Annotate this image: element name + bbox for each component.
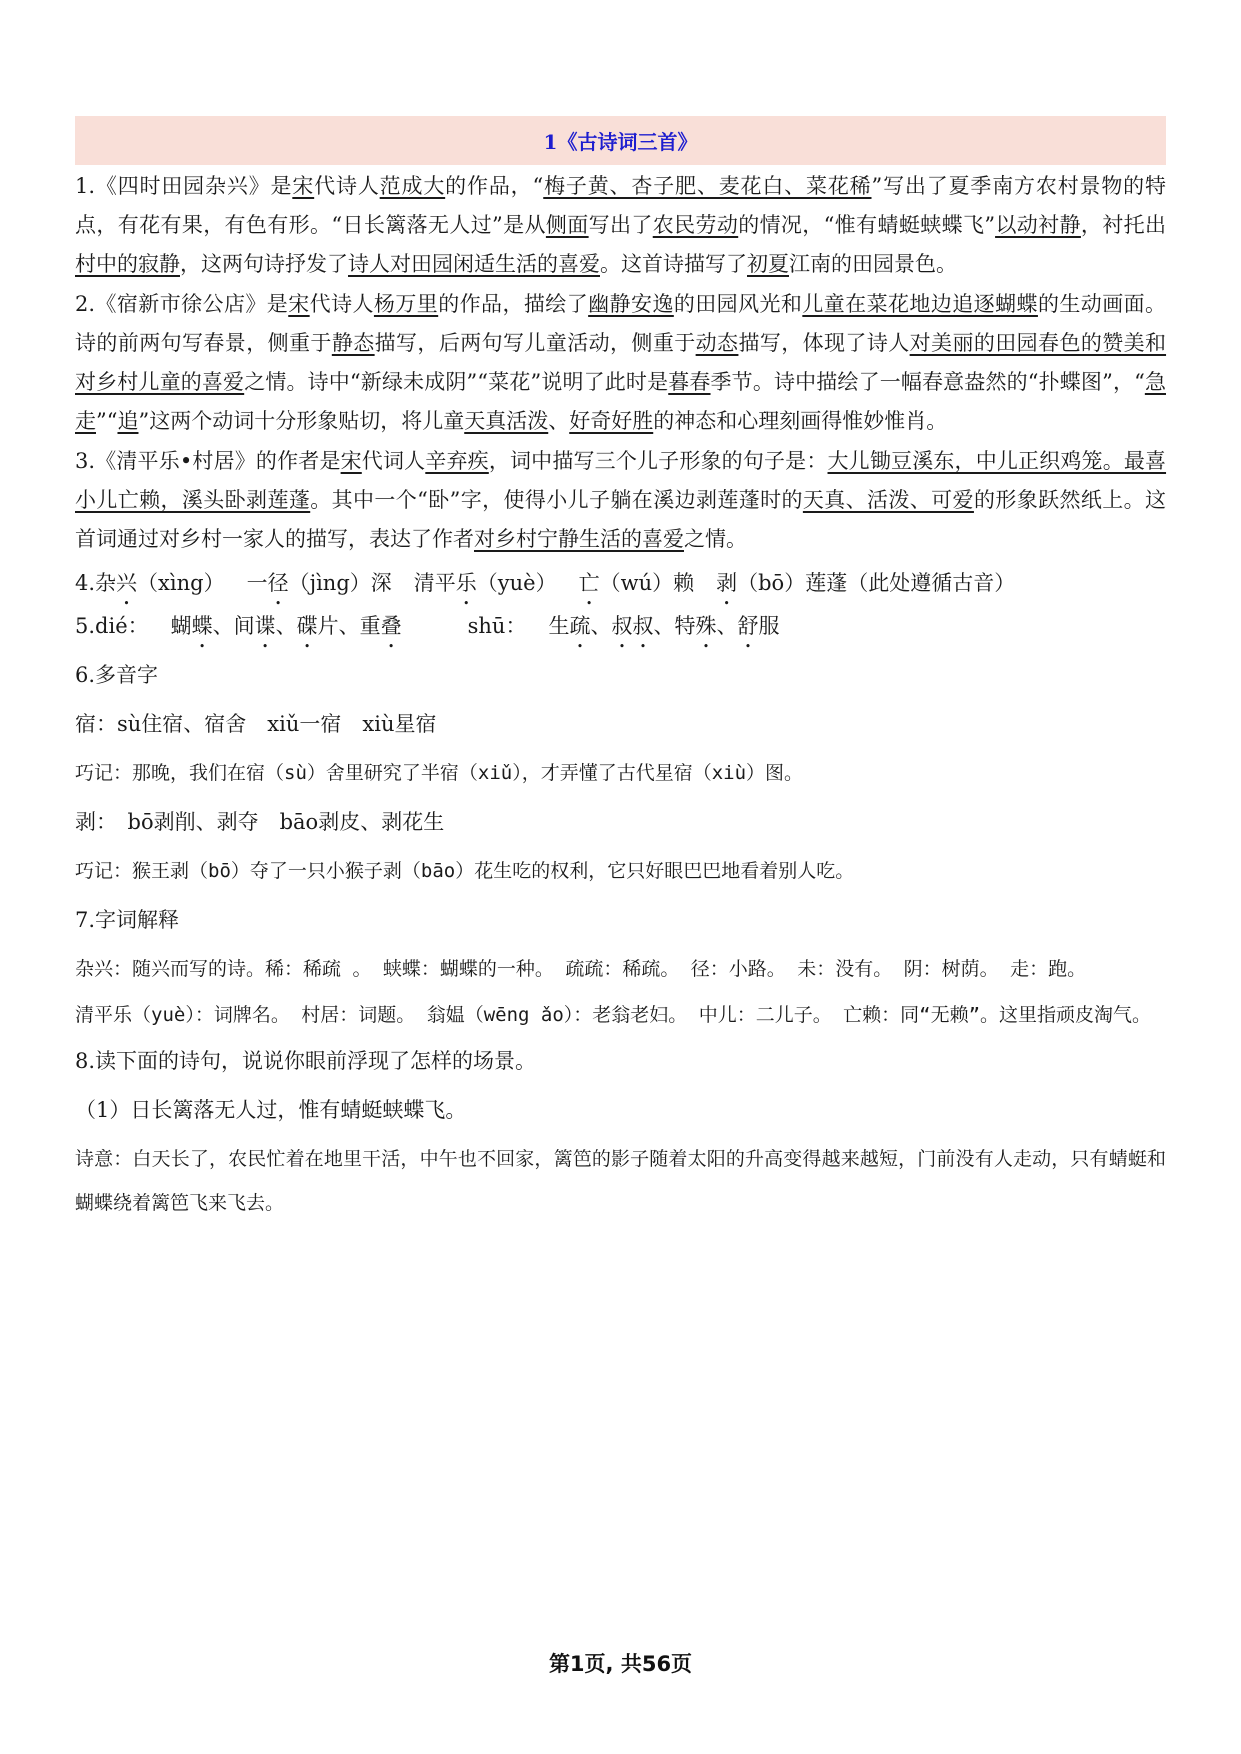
text: 的作品，描绘了: [438, 292, 589, 316]
page-number: 第1页, 共56页: [548, 1652, 693, 1676]
text: 的形象跃然纸上。这首词通过对乡村一家人的描写，表达了作者: [75, 488, 1166, 551]
text: 、: [590, 614, 612, 638]
text: 、: [716, 614, 738, 638]
text: 、: [548, 409, 570, 433]
text: （wú）赖: [599, 571, 695, 595]
text: 清平: [413, 571, 456, 595]
text: 代诗人: [314, 174, 380, 198]
text: 的情况，“惟有蜻蜓蛱蝶飞”: [738, 213, 996, 237]
paragraph-1: [75, 167, 1166, 284]
text: 之情。诗中“新绿未成阴”“菜花”说明了此时是: [244, 370, 669, 394]
text: ，这两句诗抒发了: [180, 252, 348, 276]
text: 之情。: [684, 527, 747, 551]
memory-tip-1: 巧记：那晚，我们在宿（sù）舍里研究了半宿（xiǔ），才弄懂了古代星宿（xiù）图。: [75, 762, 804, 784]
text: 代词人: [361, 449, 426, 473]
text: 蝴: [170, 614, 192, 638]
text: 代诗人: [309, 292, 374, 316]
text: 片、重: [317, 614, 381, 638]
text: 写出了: [588, 213, 653, 237]
question-8-1: （1）日长篱落无人过，惟有蜻蜓蛱蝶飞。: [75, 1098, 467, 1122]
answer: 追: [117, 409, 139, 433]
text: ”“: [96, 409, 118, 433]
text: 1.《四时田园杂兴》是: [75, 174, 293, 198]
paragraph-3: [75, 442, 1166, 559]
dotted-char: 剥: [716, 571, 738, 595]
heading-polyphone: 6.多音字: [75, 663, 159, 687]
text: ，词中描写三个儿子形象的句子是：: [488, 449, 828, 473]
answer: 天真、活泼、可爱: [802, 488, 974, 512]
answer: 宋: [292, 174, 315, 198]
text: 2.《宿新市徐公店》是: [75, 292, 289, 316]
dotted-char: 兴: [116, 571, 138, 595]
section-title: 1《古诗词三首》: [543, 130, 698, 154]
answer: 宋: [340, 449, 362, 473]
text: 5.dié：: [75, 614, 149, 638]
dotted-char: 疏: [569, 614, 591, 638]
dotted-char: 径: [267, 571, 289, 595]
pinyin-line-5: [75, 602, 1166, 651]
answer: 农民劳动: [652, 213, 739, 237]
text: 江南的田园景色。: [789, 252, 957, 276]
text: 4.杂: [75, 571, 117, 595]
text: （jìng）深: [288, 571, 392, 595]
text: 3.《清平乐•村居》的作者是: [75, 449, 341, 473]
poem-meaning: 诗意：白天长了，农民忙着在地里干活，中午也不回家，篱笆的影子随着太阳的升高变得越来越短，门前没有人走动，只有蜻蜓和蝴蝶绕着篱笆飞来飞去。: [75, 1148, 1166, 1214]
section-title-bar: [75, 116, 1166, 165]
word-explanation-2: 清平乐（yuè）：词牌名。 村居：词题。 翁媪（wēng ǎo）：老翁老妇。 中儿：二儿子。 亡赖：同“无赖”。这里指顽皮淘气。: [75, 1004, 1152, 1026]
answer: 儿童在菜花地边追逐蝴蝶: [802, 292, 1038, 316]
answer: 宋: [288, 292, 310, 316]
heading-word-explanation: 7.字词解释: [75, 908, 180, 932]
dotted-char: 舒: [737, 614, 759, 638]
polyphone-bo: 剥： bō剥削、剥夺 bāo剥皮、剥花生: [75, 810, 445, 834]
dotted-char: 殊: [695, 614, 717, 638]
text: 的神态和心理刻画得惟妙惟肖。: [653, 409, 948, 433]
answer: 幽静安逸: [588, 292, 674, 316]
text: 季节。诗中描绘了一幅春意盎然的“扑蝶图”，“: [710, 370, 1145, 394]
text: 的生动画面。诗的前两句写春景，侧重于: [75, 292, 1167, 355]
text: ”这两个动词十分形象贴切，将儿童: [138, 409, 465, 433]
text: 描写，体现了诗人: [738, 331, 910, 355]
text: （yuè）: [476, 571, 557, 595]
answer: 梅子黄、杏子肥、麦花白、菜花稀: [543, 174, 872, 198]
answer: 辛弃疾: [425, 449, 489, 473]
answer: 初夏: [747, 252, 789, 276]
answer: 侧面: [545, 213, 589, 237]
dotted-char: 谍: [254, 614, 276, 638]
dotted-char: 碟: [296, 614, 318, 638]
answer: 以动衬静: [995, 213, 1081, 237]
answer: 天真活泼: [464, 409, 549, 433]
text: 描写，后两句写儿童活动，侧重于: [374, 331, 696, 355]
text: 的田园风光和: [673, 292, 803, 316]
answer: 对乡村宁静生活的喜爱: [474, 527, 684, 551]
answer: 对美丽的田园春色的赞美和对乡村儿童的喜爱: [75, 331, 1167, 394]
text: shū：: [467, 614, 527, 638]
answer: 杨万里: [373, 292, 439, 316]
answer: 暮春: [668, 370, 711, 394]
text: 、间: [212, 614, 255, 638]
answer: 大儿锄豆溪东，中儿正织鸡笼。最喜小儿亡赖，溪头卧剥莲蓬: [75, 449, 1167, 512]
text: ”写出了夏季南方农村景物的特点，有花有果，有色有形。“日长篱落无人过”是从: [75, 174, 1167, 237]
answer: 静态: [331, 331, 375, 355]
pinyin-line-4: [75, 559, 1166, 608]
text: 一: [246, 571, 268, 595]
polyphone-su: 宿：sù住宿、宿舍 xiǔ一宿 xiù星宿: [75, 712, 437, 736]
answer: 范成大: [379, 174, 446, 198]
dotted-char: 亡: [578, 571, 600, 595]
answer: 动态: [695, 331, 739, 355]
dotted-char: 乐: [455, 571, 477, 595]
dotted-char: 蝶: [191, 614, 213, 638]
answer: 诗人对田园闲适生活的喜爱: [348, 252, 600, 276]
text: （xìng）: [137, 571, 225, 595]
page-content: [75, 116, 1166, 1225]
heading-question-8: 8.读下面的诗句，说说你眼前浮现了怎样的场景。: [75, 1049, 537, 1073]
text: （bō）莲蓬（此处遵循古音）: [737, 571, 1016, 595]
text: 的作品，“: [445, 174, 544, 198]
text: 。其中一个“卧”字，使得小儿子躺在溪边剥莲蓬时的: [310, 488, 803, 512]
dotted-char: 叠: [380, 614, 402, 638]
text: ，衬托出: [1080, 213, 1167, 237]
paragraph-2: [75, 285, 1166, 441]
word-explanation-1: 杂兴：随兴而写的诗。稀：稀疏 。 蛱蝶：蝴蝶的一种。 疏疏：稀疏。 径：小路。 未：没有。 阴：树荫。 走：跑。: [75, 958, 1087, 980]
text: 服: [758, 614, 780, 638]
text: 生: [548, 614, 570, 638]
answer: 村中的寂静: [75, 252, 180, 276]
dotted-char: 叔: [611, 614, 633, 638]
text: 。这首诗描写了: [600, 252, 747, 276]
text: 、: [275, 614, 297, 638]
answer: 急走: [75, 370, 1166, 433]
dotted-char: 叔: [632, 614, 654, 638]
answer: 好奇好胜: [569, 409, 654, 433]
memory-tip-2: 巧记：猴王剥（bō）夺了一只小猴子剥（bāo）花生吃的权利，它只好眼巴巴地看着别人吃。: [75, 860, 855, 882]
text: 、特: [653, 614, 696, 638]
